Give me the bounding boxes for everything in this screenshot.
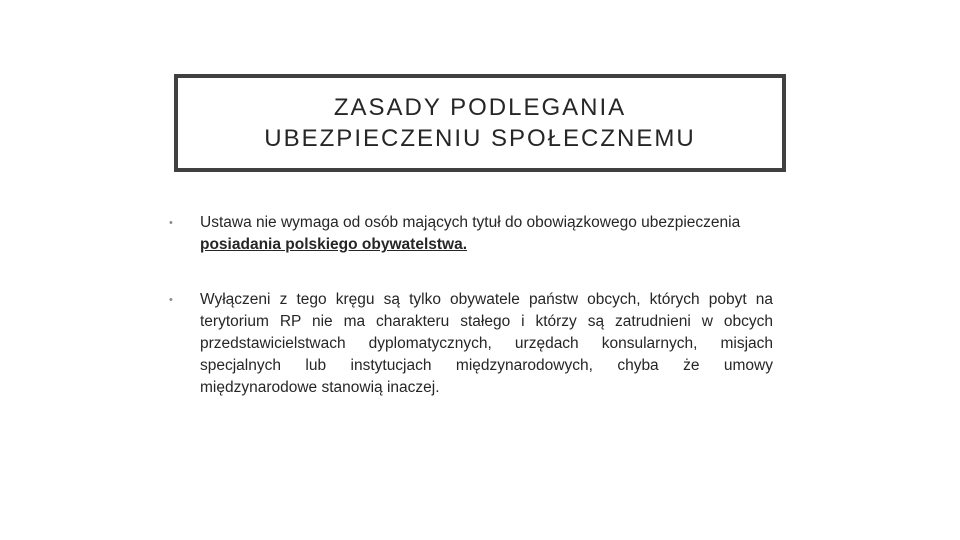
bullet-item-1 <box>166 212 773 256</box>
bullet-1-emphasis: posiadania polskiego obywatelstwa. <box>200 236 468 253</box>
slide-title-box <box>174 74 786 172</box>
bullet-marker: • <box>169 217 173 229</box>
slide-title-line-1: ZASADY PODLEGANIA <box>333 94 627 121</box>
bullet-1-text: Ustawa nie wymaga od osób mających tytuł do obowiązkowego ubezpieczenia <box>200 214 741 231</box>
bullet-list <box>166 212 773 399</box>
bullet-marker: • <box>169 294 173 306</box>
slide-title-line-2: UBEZPIECZENIU SPOŁECZNEMU <box>264 125 696 152</box>
bullet-2-text: Wyłączeni z tego kręgu są tylko obywatele państw obcych, których pobyt na terytorium RP nie ma charakteru stałego i którzy są zatrudnieni w obcych przedstawicielstwach dyplomatycznych, urzędach konsularnych, misjach specjalnych lub instytucjach międzynarodowych, chyba że umowy międzynarodowe stanowią inaczej. <box>200 291 773 396</box>
bullet-item-2 <box>166 289 773 399</box>
